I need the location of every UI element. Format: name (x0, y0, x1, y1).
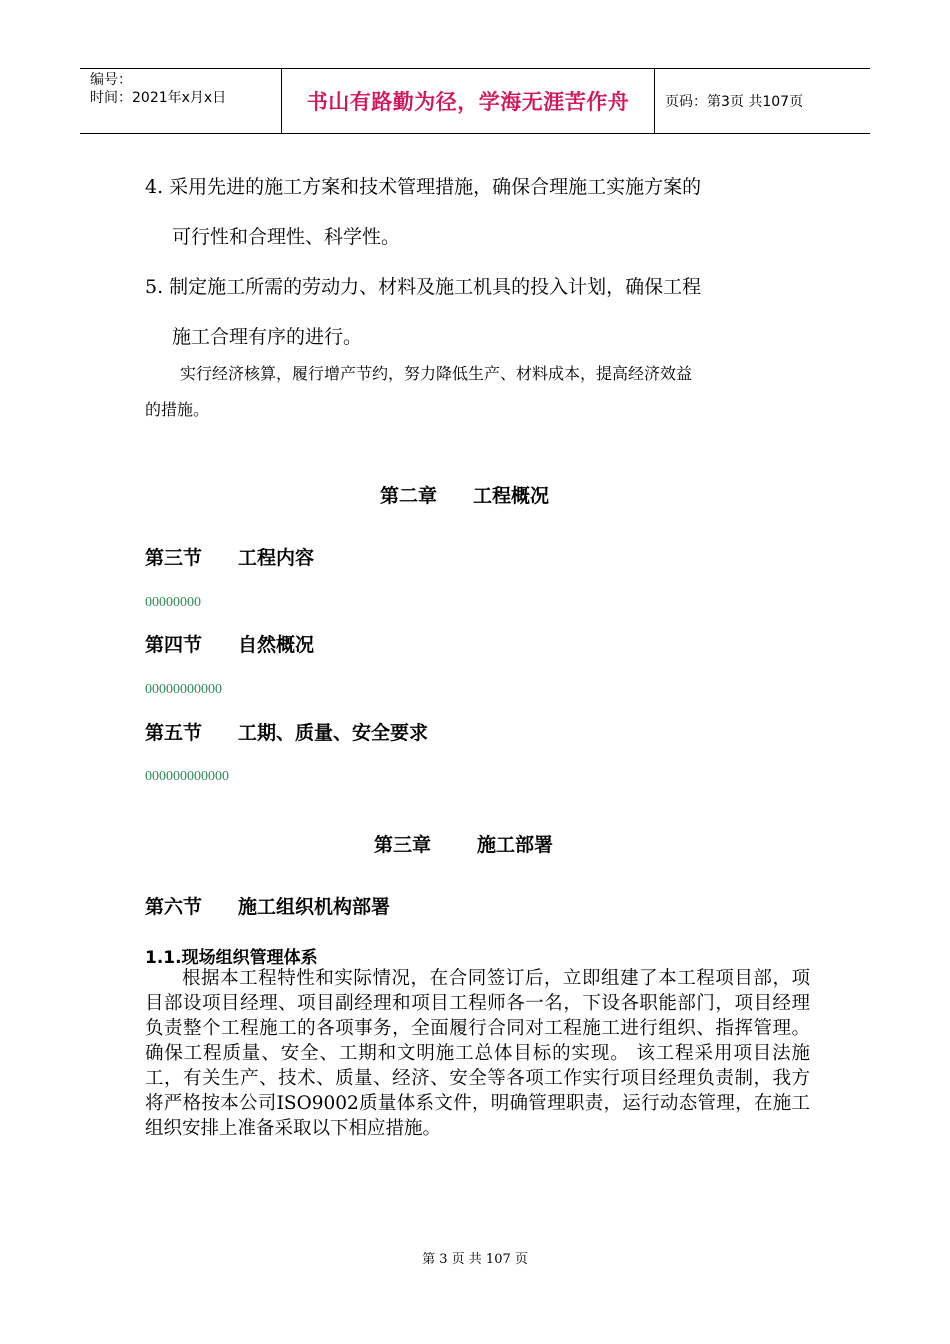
section-5-heading (145, 718, 428, 745)
economy-line2: 的措施。 (145, 400, 210, 419)
header-page-info: 页码：第3页 共107页 (665, 94, 804, 110)
chapter-3-number: 第三章 (374, 834, 432, 856)
section-3-number: 第三节 (145, 547, 203, 569)
section-5-placeholder: 000000000000 (145, 769, 229, 784)
economy-line1: 实行经济核算，履行增产节约，努力降低生产、材料成本，提高经济效益 (180, 364, 693, 383)
subsection-body: 根据本工程特性和实际情况，在合同签订后，立即组建了本工程项目部，项目部设项目经理、项目副经理和项目工程师各一名，下设各职能部门，项目经理负责整个工程施工的各项事务，全面履行合同对工程施工进行组织、指挥管理。确保工程质量、安全、工期和文明施工总体目标的实现。 该工程采用项目法施工，有关生产、技术、质量、经济、安全等各项工作实行项目经理负责制，我方将严格按本公司ISO9002质量体系文件，明确管理职责，运行动态管理，在施工组织安排上准备采取以下相应措施。 (145, 968, 810, 1139)
section-4-placeholder: 00000000000 (145, 682, 222, 697)
item-5-line2: 施工合理有序的进行。 (172, 326, 363, 348)
section-4-heading (145, 630, 314, 657)
code-label: 编号： (90, 72, 132, 88)
subsection-heading: 1.1.现场组织管理体系 (145, 948, 318, 968)
item-4-line1: 4. 采用先进的施工方案和技术管理措施，确保合理施工实施方案的 (145, 176, 702, 198)
section-4-number: 第四节 (145, 634, 203, 656)
header-motto: 书山有路勤为径，学海无涯苦作舟 (282, 69, 655, 133)
item-4-line2: 可行性和合理性、科学性。 (172, 226, 401, 248)
section-4-title: 自然概况 (238, 634, 315, 656)
section-5-number: 第五节 (145, 722, 203, 744)
chapter-3-heading (374, 830, 553, 857)
chapter-2-title: 工程概况 (473, 485, 550, 507)
section-3-placeholder: 00000000 (145, 595, 201, 610)
section-6-title: 施工组织机构部署 (238, 896, 391, 918)
chapter-3-title: 施工部署 (477, 834, 554, 856)
section-6-heading (145, 892, 390, 919)
header-meta (80, 69, 282, 133)
section-3-title: 工程内容 (238, 547, 315, 569)
section-5-title: 工期、质量、安全要求 (238, 722, 429, 744)
chapter-2-heading (380, 481, 549, 508)
page-footer: 第 3 页 共 107 页 (422, 1252, 528, 1267)
chapter-2-number: 第二章 (380, 485, 438, 507)
date-label: 时间：2021年x月x日 (90, 90, 227, 106)
item-5-line1: 5. 制定施工所需的劳动力、材料及施工机具的投入计划，确保工程 (145, 276, 702, 298)
section-6-number: 第六节 (145, 896, 203, 918)
section-3-heading (145, 543, 314, 570)
page-header (80, 68, 870, 134)
